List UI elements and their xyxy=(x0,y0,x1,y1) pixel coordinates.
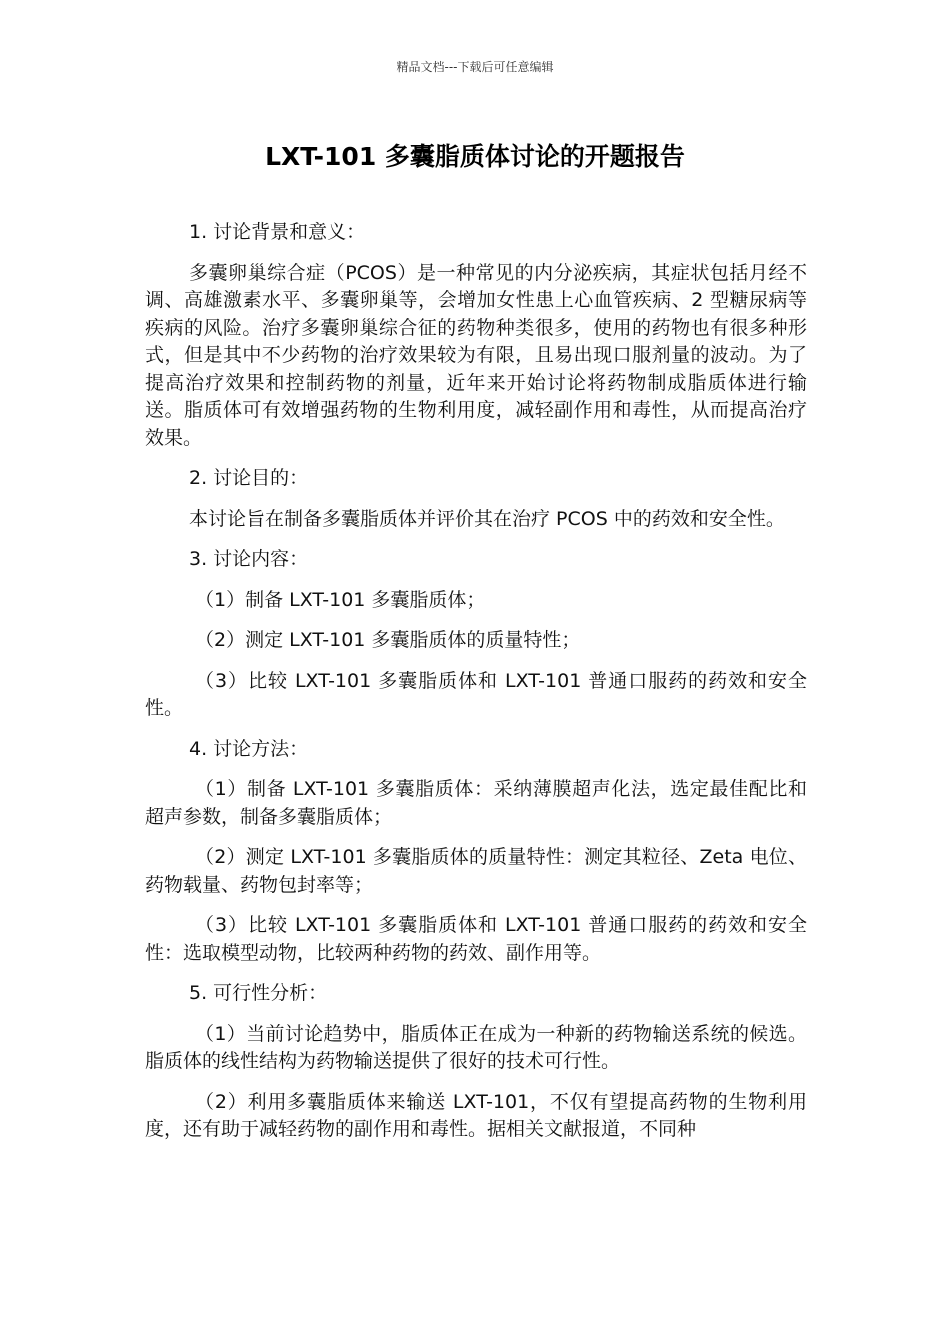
page-header-note: 精品文档---下载后可任意编辑 xyxy=(396,60,554,74)
document-body xyxy=(145,219,807,1157)
paragraph-background: 多囊卵巢综合症（PCOS）是一种常见的内分泌疾病，其症状包括月经不调、高雄激素水平、多囊卵巢等，会增加女性患上心血管疾病、2 型糖尿病等疾病的风险。治疗多囊卵巢综合征的药物种类很多，使用的药物也有很多种形式，但是其中不少药物的治疗效果较为有限，且易出现口服剂量的波动。为了提高治疗效果和控制药物的剂量，近年来开始讨论将药物制成脂质体进行输送。脂质体可有效增强药物的生物利用度，减轻副作用和毒性，从而提高治疗效果。 xyxy=(145,261,807,449)
method-item-3: （3）比较 LXT-101 多囊脂质体和 LXT-101 普通口服药的药效和安全性：选取模型动物，比较两种药物的药效、副作用等。 xyxy=(145,914,807,964)
content-item-2: （2）测定 LXT-101 多囊脂质体的质量特性； xyxy=(195,629,581,651)
section-heading-feasibility: 5. 可行性分析： xyxy=(189,982,328,1004)
section-heading-content: 3. 讨论内容： xyxy=(189,548,309,570)
method-item-1: （1）制备 LXT-101 多囊脂质体：采纳薄膜超声化法，选定最佳配比和超声参数，制备多囊脂质体； xyxy=(145,778,807,828)
feasibility-item-1: （1）当前讨论趋势中，脂质体正在成为一种新的药物输送系统的候选。脂质体的线性结构为药物输送提供了很好的技术可行性。 xyxy=(145,1022,807,1072)
method-item-2: （2）测定 LXT-101 多囊脂质体的质量特性：测定其粒径、Zeta 电位、药物载量、药物包封率等； xyxy=(145,846,807,896)
section-heading-background: 1. 讨论背景和意义： xyxy=(189,221,366,243)
content-item-1: （1）制备 LXT-101 多囊脂质体； xyxy=(195,588,486,611)
document-title: LXT-101 多囊脂质体讨论的开题报告 xyxy=(265,142,685,171)
feasibility-item-2: （2）利用多囊脂质体来输送 LXT-101，不仅有望提高药物的生物利用度，还有助于减轻药物的副作用和毒性。据相关文献报道，不同种 xyxy=(145,1090,807,1140)
paragraph-purpose: 本讨论旨在制备多囊脂质体并评价其在治疗 PCOS 中的药效和安全性。 xyxy=(189,507,785,530)
section-heading-purpose: 2. 讨论目的： xyxy=(189,467,309,489)
section-heading-methods: 4. 讨论方法： xyxy=(189,737,309,760)
content-item-3: （3）比较 LXT-101 多囊脂质体和 LXT-101 普通口服药的药效和安全性。 xyxy=(145,669,807,719)
